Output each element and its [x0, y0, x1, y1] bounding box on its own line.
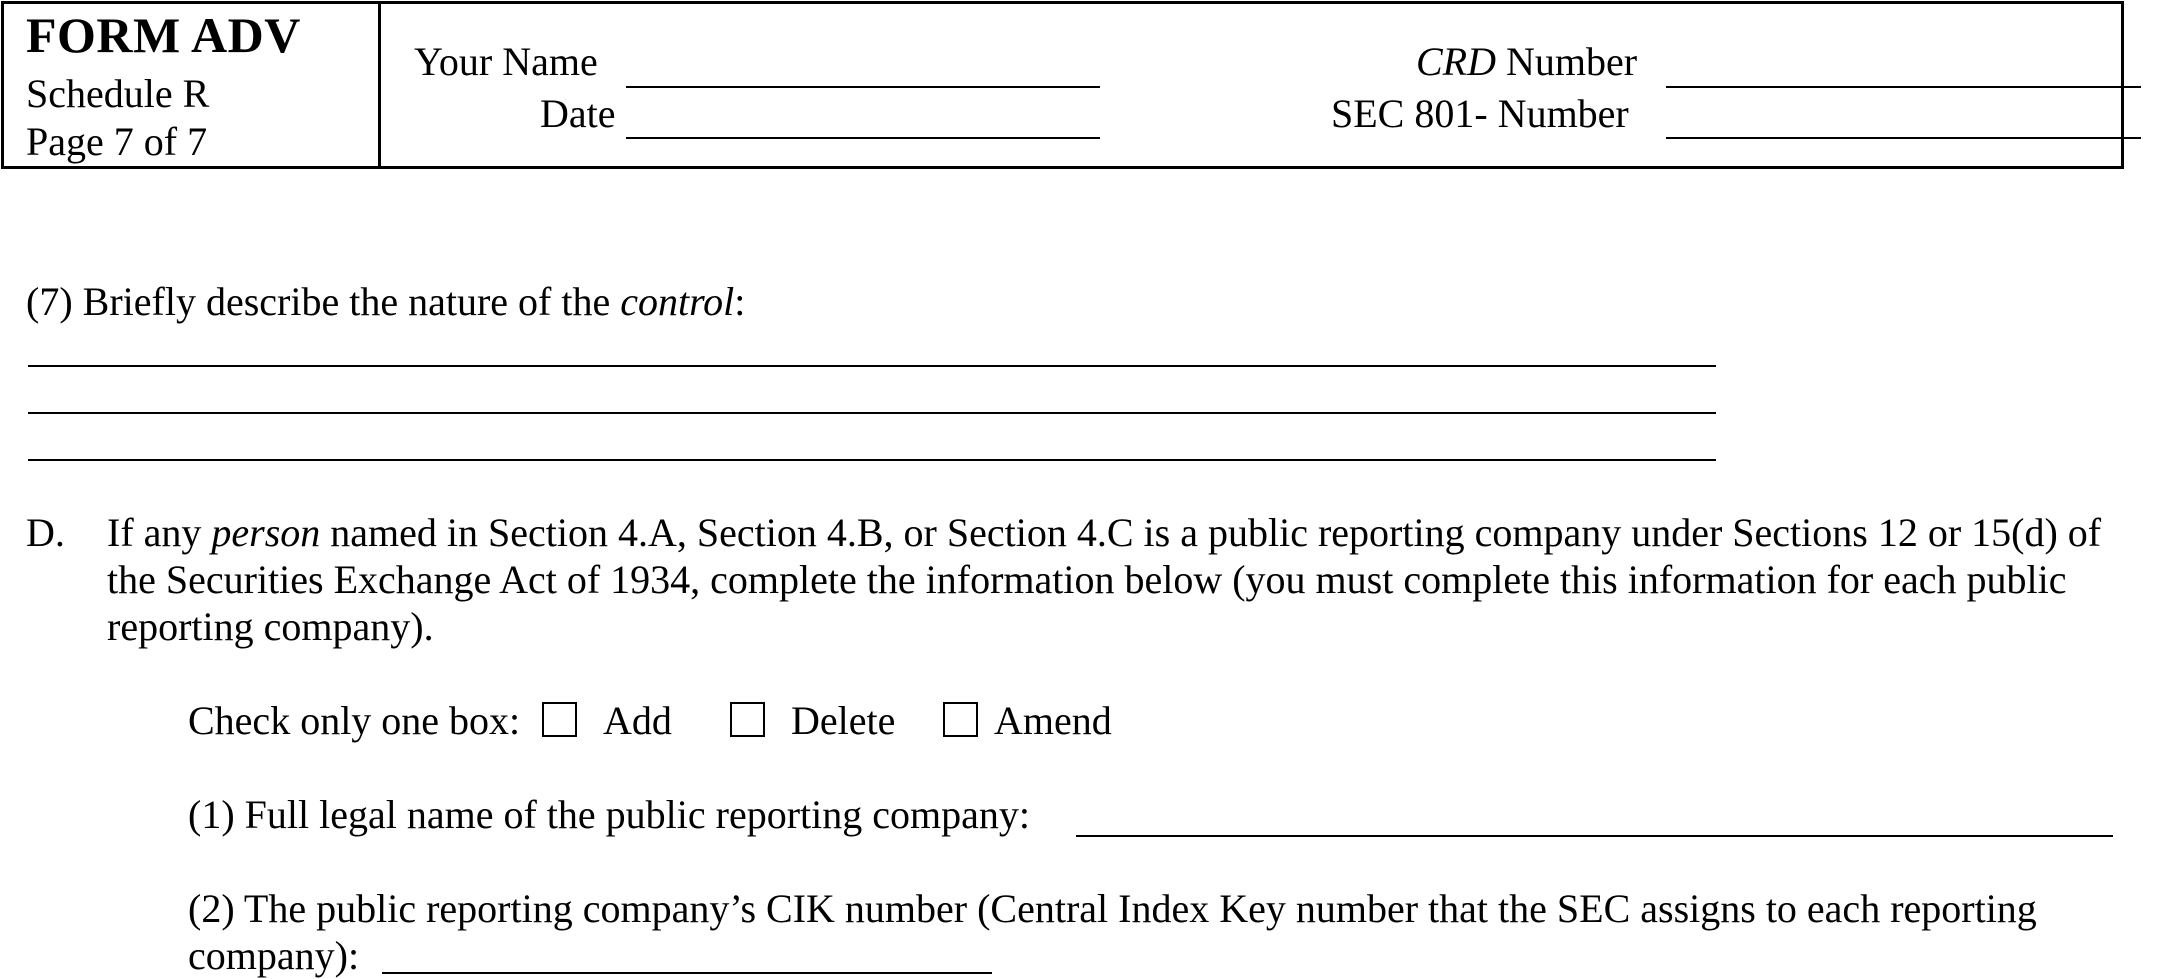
item7-answer-line-2[interactable] — [28, 412, 1716, 414]
section-d-line-2: the Securities Exchange Act of 1934, complete the information below (you must complete this information for each public — [107, 557, 2067, 602]
item7-prefix: (7) Briefly describe the nature of the — [26, 279, 621, 324]
sec-number-label: SEC 801- Number — [1331, 91, 1629, 136]
amend-option-label: Amend — [994, 698, 1112, 743]
item7-suffix: : — [734, 279, 746, 324]
your-name-label: Your Name — [414, 39, 598, 84]
section-d-line-3: reporting company). — [107, 604, 434, 649]
cik-question-line-1: (2) The public reporting company’s CIK number (Central Index Key number that the SEC assigns to each reporting — [188, 886, 2037, 931]
page-number: Page 7 of 7 — [26, 119, 208, 164]
legal-name-question: (1) Full legal name of the public reporting company: — [188, 792, 1030, 837]
header-divider — [378, 1, 381, 169]
amend-checkbox[interactable] — [943, 702, 978, 737]
form-header — [1, 1, 2124, 169]
add-option-label: Add — [603, 698, 672, 743]
section-d-line-1 — [107, 509, 2101, 556]
item7-answer-line-3[interactable] — [28, 459, 1716, 461]
sec-number-field[interactable] — [1666, 137, 2141, 139]
section-d-person: person — [211, 510, 321, 555]
section-d-line1-a: If any — [107, 510, 212, 555]
add-checkbox[interactable] — [542, 702, 577, 737]
crd-number-word: Number — [1496, 39, 1638, 84]
your-name-field[interactable] — [626, 86, 1100, 88]
date-label: Date — [540, 91, 616, 136]
cik-number-field[interactable] — [382, 972, 992, 974]
form-title: FORM ADV — [26, 7, 301, 63]
section-d-line1-b: named in Section 4.A, Section 4.B, or Section 4.C is a public reporting company under Sections 12 or 15(d) of — [320, 510, 2102, 555]
cik-question-line-2: company): — [188, 933, 360, 978]
schedule-label: Schedule R — [26, 71, 210, 116]
crd-number-field[interactable] — [1666, 86, 2141, 88]
item7-question — [26, 278, 745, 325]
item7-answer-line-1[interactable] — [28, 365, 1716, 367]
legal-name-field[interactable] — [1076, 835, 2113, 837]
section-d-letter: D. — [26, 510, 65, 555]
delete-option-label: Delete — [791, 698, 896, 743]
crd-abbrev: CRD — [1416, 39, 1496, 84]
check-one-box-label: Check only one box: — [188, 698, 521, 743]
item7-control: control — [620, 279, 735, 324]
date-field[interactable] — [626, 137, 1100, 139]
delete-checkbox[interactable] — [730, 702, 765, 737]
crd-number-label — [1416, 38, 1637, 85]
